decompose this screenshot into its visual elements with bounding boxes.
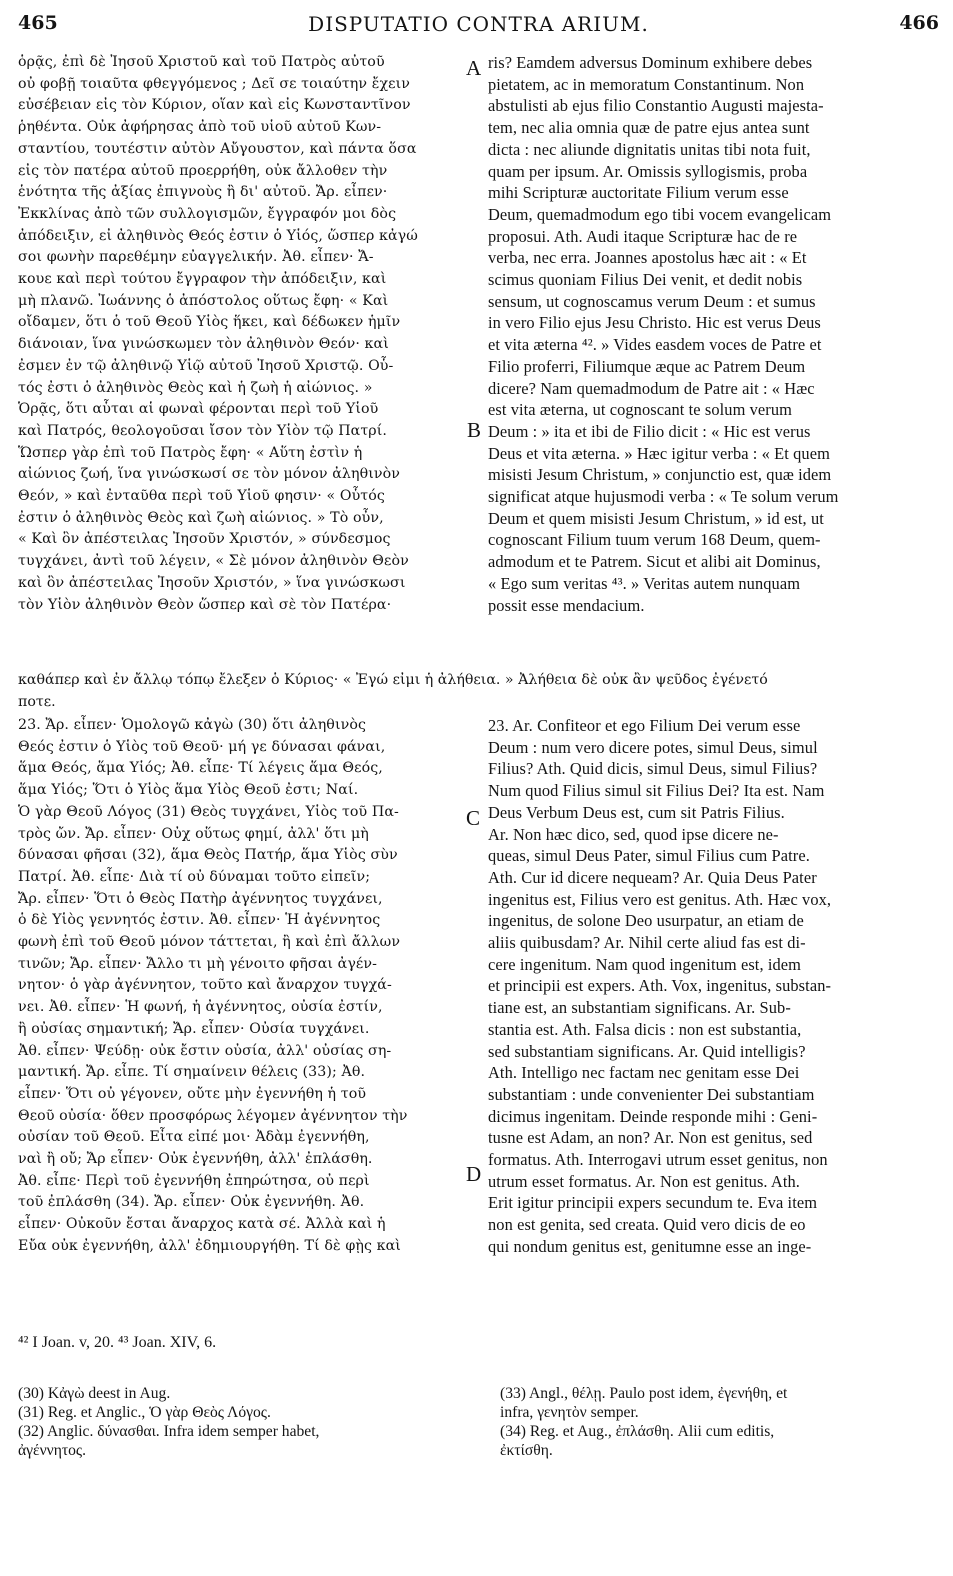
text-line: ῥηθέντα. Οὐκ ἀφήρησας ἀπὸ τοῦ υἱοῦ αὐτοῦ Κων- <box>18 119 382 136</box>
text-line: (32) Anglic. δύνασθαι. Infra idem semper habet, <box>18 1423 320 1440</box>
text-line: in vero Filio ejus Jesu Christo. Hic est verus Deus <box>488 313 821 333</box>
text-line: Deum et quem misisti Jesum Christum, » id est, ut <box>488 508 824 528</box>
latin-column-lower <box>488 715 936 1258</box>
text-line: queas, simul Deus Pater, simul Filius cum Patre. <box>488 846 810 866</box>
text-line: κουε καὶ περὶ τούτου ἔγγραφον τὴν ἀπόδειξιν, καὶ <box>18 271 387 288</box>
text-line: τυγχάνει, ἀντὶ τοῦ λέγειν, « Σὲ μόνον ἀληθινὸν Θεὸν <box>18 553 409 570</box>
text-line: non est genita, sed creata. Quid vero dicis de eo <box>488 1215 806 1235</box>
running-title: DISPUTATIO CONTRA ARIUM. <box>308 12 649 36</box>
text-line: Deum, quemadmodum ego tibi vocem evangelicam <box>488 204 832 224</box>
text-line: Filius? Ath. Quid dicis, simul Deus, simul Filius? <box>488 759 818 779</box>
text-line: καὶ ὃν ἀπέστειλας Ἰησοῦν Χριστόν, » ἵνα γινώσκωσι <box>18 574 406 591</box>
text-line: possit esse mendacium. <box>488 595 645 615</box>
text-line: aliis quibusdam? Ar. Nihil certe aliud fas est di- <box>488 933 806 953</box>
text-line: Πατρί. Ἀθ. εἶπε· Διὰ τί οὐ δύναμαι τοῦτο εἰπεῖν; <box>18 868 371 885</box>
text-line: Ath. Intelligo nec factam nec genitam esse Dei <box>488 1063 800 1083</box>
text-line: qui nondum genitus est, genitumne esse an inge- <box>488 1236 812 1256</box>
text-line: μὴ πλανῶ. Ἰωάννης ὁ ἀπόστολος οὕτως ἔφη· « Καὶ <box>18 292 389 309</box>
text-line: Num quod Filius simul sit Filius Dei? Ita est. Nam <box>488 781 825 801</box>
scripture-references: ⁴² I Joan. v, 20. ⁴³ Joan. XIV, 6. <box>18 1334 217 1351</box>
text-line: ingenitus est, Filius vero est genitus. Ath. Hæc vox, <box>488 889 832 909</box>
text-line: Erit igitur principii expers secundum te. Eva item <box>488 1193 818 1213</box>
text-line: dicimus ingenitam. Deinde responde mihi : Geni- <box>488 1106 818 1126</box>
page-number-left: 465 <box>18 12 58 34</box>
text-line: τὸν Υἱὸν ἀληθινὸν Θεὸν ὥσπερ καὶ σὲ τὸν Πατέρα· <box>18 596 392 613</box>
margin-letter-d: D <box>466 1162 482 1186</box>
text-line: cognoscant Filium tuum verum 168 Deum, quem- <box>488 530 821 550</box>
text-line: Ar. Non hæc dico, sed, quod ipse dicere ne- <box>488 824 779 844</box>
text-line: Deum : » ita et ibi de Filio dicit : « Hic est verus <box>488 421 811 441</box>
text-line: scimus quoniam Filius Dei venit, et dedit nobis <box>488 270 803 290</box>
text-line: ἀπόδειξιν, εἰ ἀληθινὸς Θεός ἐστιν ὁ Υἱός, ὥσπερ κἀγώ <box>18 227 418 244</box>
text-line: καθάπερ καὶ ἐν ἄλλῳ τόπῳ ἔλεξεν ὁ Κύριος· « Ἐγώ εἰμι ἡ ἀλήθεια. » Ἀλήθεια δὲ οὐκ ἂν ψεῦδος ἐγένετό <box>18 672 768 688</box>
text-line: ἅμα Υἱός; Ὅτι ὁ Υἱὸς ἅμα Υἱὸς Θεοῦ ἐστι; Ναί. <box>18 782 359 799</box>
text-line: ἐκτίσθη. <box>500 1442 553 1459</box>
text-line: οὐσίαν τοῦ Θεοῦ. Εἶτα εἰπέ μοι· Ἀδὰμ ἐγεννήθη, <box>18 1129 370 1146</box>
text-line: ποτε. <box>18 693 56 710</box>
running-header <box>18 12 939 42</box>
text-line: utrum esset formatus. Ar. Non est genitus. Ath. <box>488 1171 800 1191</box>
latin-column-upper <box>488 52 936 616</box>
text-line: Ath. Cur id dicere nequeam? Ar. Quia Deus Pater <box>488 867 817 887</box>
text-line: οἴδαμεν, ὅτι ὁ τοῦ Θεοῦ Υἱὸς ἥκει, καὶ δέδωκεν ἡμῖν <box>18 314 401 331</box>
text-line: et vita æterna ⁴². » Vides easdem voces de Patre et <box>488 335 822 355</box>
text-line: ὁρᾷς, ἐπὶ δὲ Ἰησοῦ Χριστοῦ καὶ τοῦ Πατρὸς αὐτοῦ <box>18 54 385 70</box>
text-line: νει. Ἀθ. εἶπεν· Ἡ φωνή, ἡ ἀγέννητος, οὐσία ἐστίν, <box>18 999 383 1016</box>
text-line: ἑνότητα τῆς ἀξίας ἐπιγνοὺς ἢ δι' αὐτοῦ. Ἄρ. εἶπεν· <box>18 184 388 201</box>
text-line: (31) Reg. et Anglic., Ὁ γὰρ Θεὸς Λόγος. <box>18 1404 271 1421</box>
text-line: ἐσμεν ἐν τῷ ἀληθινῷ Υἱῷ αὐτοῦ Ἰησοῦ Χριστῷ. Οὗ- <box>18 357 394 374</box>
text-line: est vita æterna, ut cognoscant te solum verum <box>488 400 793 420</box>
text-line: τός ἐστι ὁ ἀληθινὸς Θεὸς καὶ ἡ ζωὴ ἡ αἰώνιος. » <box>18 379 373 396</box>
text-line: 23. Ar. Confiteor et ego Filium Dei verum esse <box>488 716 801 735</box>
text-line: Εὔα οὐκ ἐγεννήθη, ἀλλ' ἐδημιουργήθη. Τί δὲ φῂς καὶ <box>18 1237 401 1254</box>
text-line: Ὁ γὰρ Θεοῦ Λόγος (31) Θεὸς τυγχάνει, Υἱὸς τοῦ Πα- <box>18 803 399 820</box>
text-line: stantia est. Ath. Falsa dicis : non est substantia, <box>488 1019 802 1039</box>
text-line: misisti Jesum Christum, » conjunctio est, quæ idem <box>488 465 832 485</box>
text-line: Ἀθ. εἶπεν· Ψεύδῃ· οὐκ ἔστιν οὐσία, ἀλλ' οὐσίας ση- <box>18 1042 392 1059</box>
margin-letter-a: A <box>466 56 482 80</box>
text-line: ὁ δὲ Υἱὸς γεννητός ἐστιν. Ἀθ. εἶπεν· Ἡ ἀγέννητος <box>18 912 381 929</box>
text-line: 23. Ἄρ. εἶπεν· Ὁμολογῶ κἀγὼ (30) ὅτι ἀληθινὸς <box>18 717 367 733</box>
text-line: μαντική. Ἄρ. εἶπε. Τί σημαίνειν θέλεις (33); Ἀθ. <box>18 1064 366 1081</box>
text-line: substantiam : unde convenienter Dei substantiam <box>488 1084 815 1104</box>
text-line: et principii est expers. Ath. Vox, ingenitus, substan- <box>488 976 832 996</box>
text-line: Ἐκκλίνας ἀπὸ τῶν συλλογισμῶν, ἔγγραφόν μοι δὸς <box>18 205 397 222</box>
text-line: οὐ φοβῇ τοιαῦτα φθεγγόμενος ; Δεῖ σε τοιαύτην ἔχειν <box>18 75 410 92</box>
text-line: admodum et te Patrem. Sicut et alibi ait Dominus, <box>488 552 821 572</box>
text-line: Ὁρᾷς, ὅτι αὗται αἱ φωναὶ φέρονται περὶ τοῦ Υἱοῦ <box>18 401 379 418</box>
text-line: infra, γενητὸν semper. <box>500 1404 639 1421</box>
text-line: δύνασαι φῆσαι (32), ἅμα Θεὸς Πατήρ, ἅμα Υἱὸς σὺν <box>18 847 398 864</box>
text-line: εἰς τὸν πατέρα αὐτοῦ προερρήθη, οὐκ ἄλλοθεν τὴν <box>18 162 388 179</box>
text-line: « Καὶ ὃν ἀπέστειλας Ἰησοῦν Χριστόν, » σύνδεσμος <box>18 531 391 548</box>
text-line: sensum, ut cognoscamus verum Deum : et sumus <box>488 291 816 311</box>
text-line: Ἄρ. εἶπεν· Ὅτι ὁ Θεὸς Πατὴρ ἀγέννητος τυγχάνει, <box>18 890 383 907</box>
text-line: quam per ipsum. Ar. Omissis syllogismis, proba <box>488 161 808 181</box>
text-line: εὐσέβειαν εἰς τὸν Κύριον, οἵαν καὶ εἰς Κωνσταντῖνον <box>18 97 411 114</box>
text-line: dicta : nec aliunde dignitatis unitas tibi nota fuit, <box>488 139 811 159</box>
text-line: formatus. Ath. Interrogavi utrum esset genitus, non <box>488 1150 828 1170</box>
text-line: αἰώνιος ζωή, ἵνα γινώσκωσί σε τὸν μόνον ἀληθινὸν <box>18 466 400 483</box>
text-line: sed substantiam significans. Ar. Quid intelligis? <box>488 1041 806 1061</box>
greek-column-lower <box>18 715 462 1258</box>
text-line: εἶπεν· Οὐκοῦν ἔσται ἄναρχος κατὰ σέ. Ἀλλὰ καὶ ἡ <box>18 1216 386 1233</box>
text-line: ἐστιν ὁ ἀληθινὸς Θεὸς καὶ ζωὴ αἰώνιος. » Τὸ οὖν, <box>18 509 384 526</box>
text-line: νητον· ὁ γὰρ ἀγέννητον, τοῦτο καὶ ἄναρχον τυγχά- <box>18 977 392 994</box>
text-line: Θεόν, » καὶ ἐνταῦθα περὶ τοῦ Υἱοῦ φησιν· « Οὗτός <box>18 488 385 505</box>
text-line: verba, nec erra. Joannes apostolus hæc ait : « Et <box>488 248 807 268</box>
text-line: ris? Eamdem adversus Dominum exhibere debes <box>488 53 813 72</box>
text-line: Deus et vita æterna. » Hæc igitur verba : « Et quem <box>488 443 830 463</box>
text-line: « Ego sum veritas ⁴³. » Veritas autem nunquam <box>488 573 801 593</box>
notes-right <box>500 1384 940 1460</box>
text-line: τρὸς ὤν. Ἄρ. εἶπεν· Οὐχ οὕτως φημί, ἀλλ' ὅτι μὴ <box>18 825 369 842</box>
text-line: pietatem, ac in memoratum Constantinum. Non <box>488 74 805 94</box>
text-line: proposui. Ath. Audi itaque Scripturæ hac de re <box>488 226 798 246</box>
text-line: ἢ οὐσίας σημαντική; Ἄρ. εἶπεν· Οὐσία τυγχάνει. <box>18 1020 370 1037</box>
text-line: Θεοῦ οὐσία· ὅθεν προσφόρως λέγομεν ἀγέννητον τὴν <box>18 1107 408 1124</box>
text-line: ναὶ ἢ οὔ; Ἄρ εἶπεν· Οὐκ ἐγεννήθη, ἀλλ' ἐπλάσθη. <box>18 1151 373 1168</box>
text-line: τοῦ ἐπλάσθη (34). Ἄρ. εἶπεν· Οὐκ ἐγεννήθη. Ἀθ. <box>18 1194 365 1211</box>
text-line: Θεός ἐστιν ὁ Υἱὸς τοῦ Θεοῦ· μή γε δύνασαι φάναι, <box>18 738 386 755</box>
text-line: σοι φωνὴν παρεθέμην εὐαγγελικήν. Ἀθ. εἶπεν· Ἄ- <box>18 249 374 266</box>
text-line: διάνοιαν, ἵνα γινώσκωμεν τὸν ἀληθινὸν Θεόν· καὶ <box>18 336 389 353</box>
text-line: (33) Angl., θέλῃ. Paulo post idem, ἐγενήθη, et <box>500 1385 788 1402</box>
text-line: tiane est, an substantiam significans. Ar. Sub- <box>488 998 791 1018</box>
text-line: mihi Scripturæ auctoritate Filium verum esse <box>488 183 789 203</box>
text-line: dicere? Nam quemadmodum de Patre ait : « Hæc <box>488 378 815 398</box>
text-line: Ἀθ. εἶπε· Περὶ τοῦ ἐγεννήθη ἐπηρώτησα, οὐ περὶ <box>18 1172 370 1189</box>
text-line: Ὥσπερ γὰρ ἐπὶ τοῦ Πατρὸς ἔφη· « Αὕτη ἐστὶν ἡ <box>18 444 363 461</box>
margin-letter-b: B <box>467 418 482 442</box>
text-line: καὶ Πατρός, θεολογοῦσαι ἴσον τὸν Υἱὸν τῷ Πατρί. <box>18 422 388 439</box>
text-line: ingenitus, de solone Deo usurpatur, an etiam de <box>488 911 804 931</box>
greek-column-upper <box>18 52 462 616</box>
text-line: significat atque hujusmodi verba : « Te solum verum <box>488 487 839 507</box>
text-line: ἅμα Θεός, ἅμα Υἱός; Ἀθ. εἶπε· Τί λέγεις ἅμα Θεός, <box>18 760 383 777</box>
text-line: τινῶν; Ἄρ. εἶπεν· Ἄλλο τι μὴ γένοιτο φῆσαι ἀγέν- <box>18 955 377 972</box>
page-number-right: 466 <box>899 12 939 34</box>
text-line: Deum : num vero dicere potes, simul Deus, simul <box>488 737 818 757</box>
text-line: tusne est Adam, an non? Ar. Non est genitus, sed <box>488 1128 813 1148</box>
text-line: εἶπεν· Ὅτι οὐ γέγονεν, οὔτε μὴν ἐγεννήθη ἡ τοῦ <box>18 1085 367 1102</box>
text-line: (34) Reg. et Aug., ἐπλάσθη. Alii cum editis, <box>500 1423 775 1440</box>
text-line: cere ingenitum. Nam quod ingenitum est, idem <box>488 954 802 974</box>
text-line: ἀγέννητος. <box>18 1442 87 1459</box>
text-line: Filio proferri, Filiumque æque ac Patrem Deum <box>488 356 806 376</box>
text-line: Deus Verbum Deus est, cum sit Patris Filius. <box>488 802 785 822</box>
notes-left <box>18 1384 458 1460</box>
text-line: σταντίου, τουτέστιν αὐτὸν Αὔγουστον, καὶ πάντα ὅσα <box>18 140 417 157</box>
text-line: (30) Κἀγὼ deest in Aug. <box>18 1385 171 1402</box>
text-line: tem, nec alia omnia quæ de patre ejus antea sunt <box>488 118 810 138</box>
margin-letter-c: C <box>466 806 481 830</box>
text-line: abstulisti ab ejus filio Constantio Augusti majesta- <box>488 96 824 116</box>
text-line: φωνὴ ἐπὶ τοῦ Θεοῦ μόνον τάττεται, ἢ καὶ ἐπὶ ἄλλων <box>18 934 401 951</box>
full-width-greek-line <box>18 670 943 713</box>
